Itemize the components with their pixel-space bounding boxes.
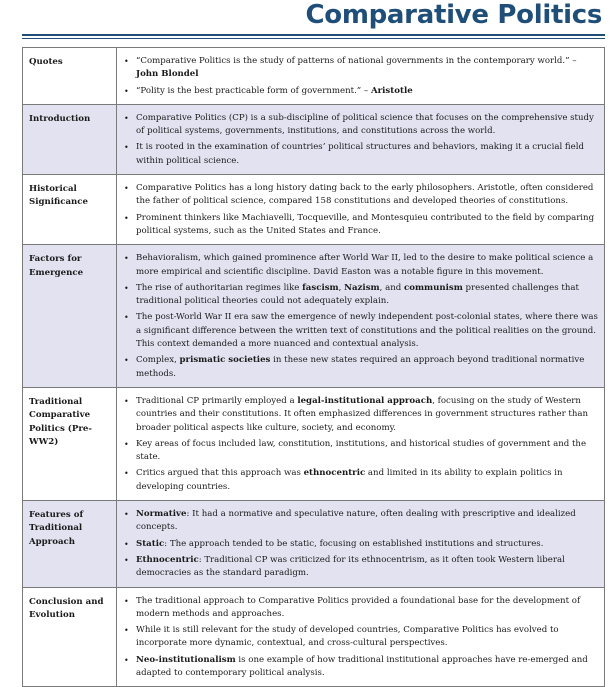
bold-term: ethnocentric [303, 468, 366, 479]
bullet-list [124, 112, 598, 168]
bullet-list [124, 182, 598, 238]
table-row [23, 501, 605, 587]
row-body [117, 48, 605, 105]
bold-term: Neo-institutionalism [136, 654, 236, 665]
list-item: • The rise of authoritarian regimes like fascism, Nazism, and communism presented challenges that traditional political theories could not adequately explain. [124, 282, 598, 309]
row-body [117, 104, 605, 174]
list-item: • Traditional CP primarily employed a legal-institutional approach, focusing on the study of Western countries and their constitutions. It often emphasized differences in government structures rather than broader political aspects like culture, society, and economy. [124, 395, 598, 435]
list-item: • “Comparative Politics is the study of patterns of national governments in the contemporary world.” – John Blondel [124, 55, 598, 82]
bold-term: Normative [136, 509, 187, 520]
table-row [23, 175, 605, 245]
row-label: Traditional Comparative Politics (Pre-WW2) [23, 387, 117, 500]
list-item: • Ethnocentric: Traditional CP was criticized for its ethnocentrism, as it often took Western liberal democracies as the standard paradigm. [124, 554, 598, 581]
title-rule-thick [22, 34, 605, 36]
bullet-list [124, 508, 598, 580]
list-item: • Behavioralism, which gained prominence after World War II, led to the desire to make political science a more empirical and scientific discipline. David Easton was a notable figure in this movement. [124, 252, 598, 279]
table-row [23, 587, 605, 687]
bullet-list [124, 55, 598, 98]
table-row [23, 104, 605, 174]
row-label: Factors for Emergence [23, 245, 117, 388]
list-item: • While it is still relevant for the study of developed countries, Comparative Politics has evolved to incorporate more dynamic, contextual, and cross-cultural perspectives. [124, 624, 598, 651]
table-row [23, 387, 605, 500]
list-item: • Comparative Politics has a long history dating back to the early philosophers. Aristotle, often considered the father of political science, compared 158 constitutions and developed theories of constitutions. [124, 182, 598, 209]
row-label: Quotes [23, 48, 117, 105]
list-item: • Complex, prismatic societies in these new states required an approach beyond traditional normative methods. [124, 354, 598, 381]
bold-term: fascism [302, 282, 339, 293]
row-body [117, 587, 605, 687]
table-row [23, 245, 605, 388]
bold-term: Aristotle [370, 85, 413, 96]
list-item: • Comparative Politics (CP) is a sub-discipline of political science that focuses on the comprehensive study of political systems, governments, institutions, and constitutions across the world. [124, 112, 598, 139]
bold-term: prismatic societies [179, 355, 271, 366]
title-rule-thin [22, 38, 605, 39]
list-item: • The post-World War II era saw the emergence of newly independent post-colonial states, where there was a significant difference between the written text of constitutions and the political realities on the ground. This context demanded a more nuanced and contextual analysis. [124, 311, 598, 351]
list-item: • Neo-institutionalism is one example of how traditional institutional approaches have re-emerged and adapted to contemporary political analysis. [124, 654, 598, 681]
bold-term: Nazism [344, 282, 380, 293]
row-body [117, 175, 605, 245]
list-item: • Key areas of focus included law, constitution, institutions, and historical studies of government and the state. [124, 438, 598, 465]
row-label: Features of Traditional Approach [23, 501, 117, 587]
bold-term: Ethnocentric [136, 554, 199, 565]
page-title: Comparative Politics [305, 0, 602, 30]
list-item: • It is rooted in the examination of countries’ political structures and behaviors, making it a crucial field within political science. [124, 141, 598, 168]
list-item: • Static: The approach tended to be static, focusing on established institutions and structures. [124, 538, 598, 551]
table-row [23, 48, 605, 105]
content-table [22, 47, 605, 687]
row-body [117, 387, 605, 500]
list-item: • “Polity is the best practicable form of government.” – Aristotle [124, 85, 598, 98]
list-item: • The traditional approach to Comparative Politics provided a foundational base for the development of modern methods and approaches. [124, 595, 598, 622]
row-body [117, 501, 605, 587]
list-item: • Prominent thinkers like Machiavelli, Tocqueville, and Montesquieu contributed to the field by comparing political systems, such as the United States and France. [124, 212, 598, 239]
list-item: • Normative: It had a normative and speculative nature, often dealing with prescriptive and idealized concepts. [124, 508, 598, 535]
bold-term: communism [403, 282, 463, 293]
table-body [23, 48, 605, 687]
bold-term: John Blondel [136, 69, 199, 80]
bold-term: Static [136, 538, 165, 549]
bullet-list [124, 595, 598, 681]
bold-term: legal-institutional approach [297, 395, 433, 406]
row-label: Conclusion and Evolution [23, 587, 117, 687]
row-body [117, 245, 605, 388]
bullet-list [124, 395, 598, 494]
row-label: Historical Significance [23, 175, 117, 245]
list-item: • Critics argued that this approach was ethnocentric and limited in its ability to explain politics in developing countries. [124, 467, 598, 494]
row-label: Introduction [23, 104, 117, 174]
bullet-list [124, 252, 598, 381]
